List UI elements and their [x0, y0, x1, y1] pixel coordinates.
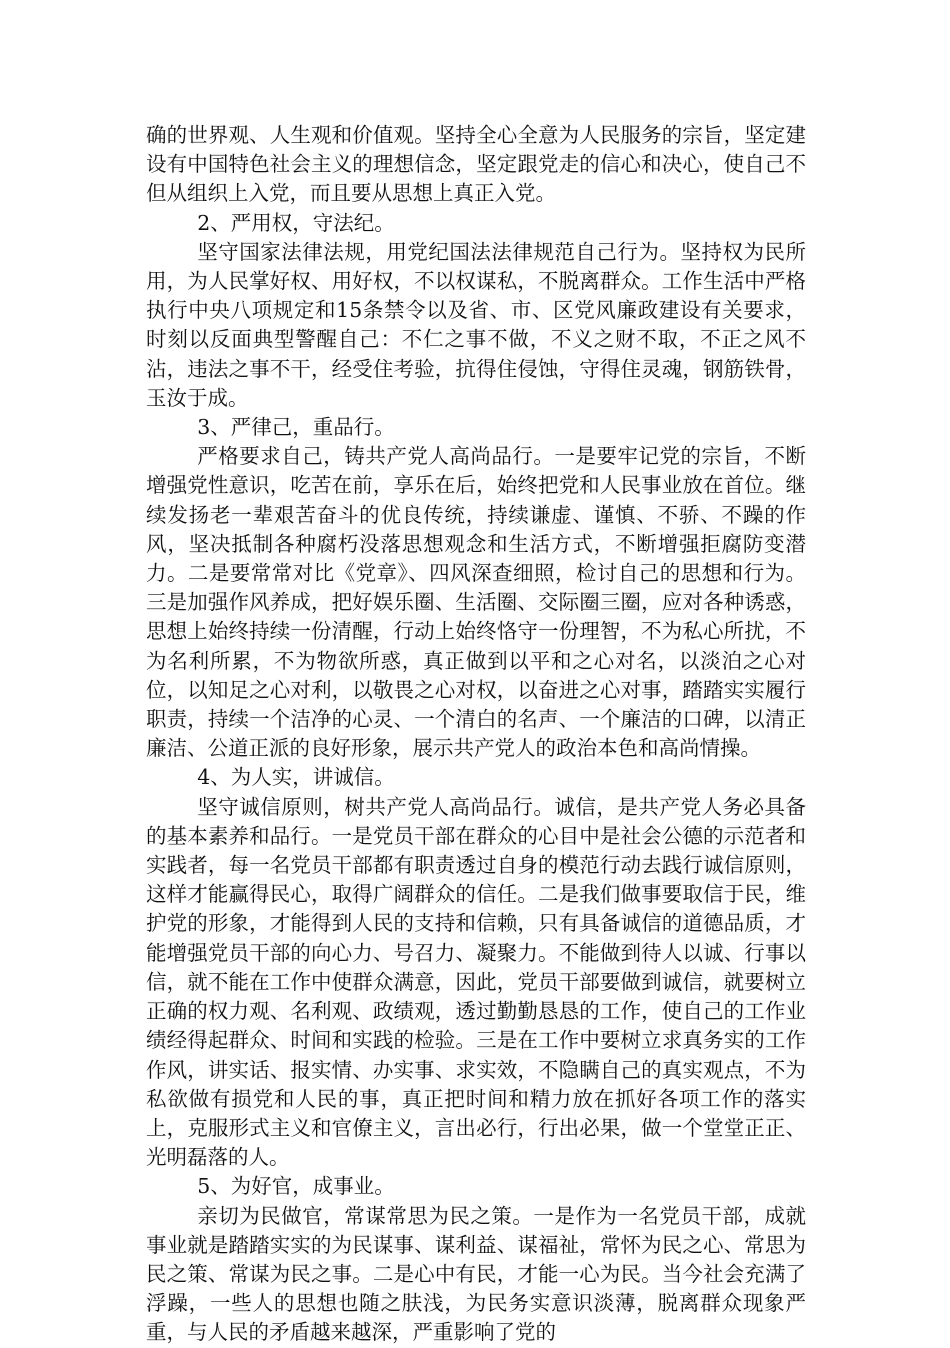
document-page: [146, 121, 806, 1348]
section-heading: 5、为好官，成事业。: [197, 1174, 395, 1199]
body-paragraph: 亲切为民做官，常谋常思为民之策。一是作为一名党员干部，成就事业就是踏踏实实的为民谋事、谋利益、谋福祉，常怀为民之心、常思为民之策、常谋为民之事。二是心中有民，才能一心为民。当今社会充满了浮躁，一些人的思想也随之肤浅，为民务实意识淡薄，脱离群众现象严重，与人民的矛盾越来越深，严重影响了党的: [146, 1203, 806, 1345]
body-paragraph: 确的世界观、人生观和价值观。坚持全心全意为人民服务的宗旨，坚定建设有中国特色社会主义的理想信念，坚定跟党走的信心和决心，使自己不但从组织上入党，而且要从思想上真正入党。: [146, 123, 806, 206]
body-paragraph: 严格要求自己，铸共产党人高尚品行。一是要牢记党的宗旨，不断增强党性意识，吃苦在前，享乐在后，始终把党和人民事业放在首位。继续发扬老一辈艰苦奋斗的优良传统，持续谦虚、谨慎、不骄、不躁的作风，坚决抵制各种腐朽没落思想观念和生活方式，不断增强拒腐防变潜力。二是要常常对比《党章》、四风深查细照，检讨自己的思想和行为。三是加强作风养成，把好娱乐圈、生活圈、交际圈三圈，应对各种诱惑，思想上始终持续一份清醒，行动上始终恪守一份理智，不为私心所扰，不为名利所累，不为物欲所惑，真正做到以平和之心对名，以淡泊之心对位，以知足之心对利，以敬畏之心对权，以奋进之心对事，踏踏实实履行职责，持续一个洁净的心灵、一个清白的名声、一个廉洁的口碑，以清正廉洁、公道正派的良好形象，展示共产党人的政治本色和高尚情操。: [146, 444, 806, 761]
section-heading: 3、严律己，重品行。: [197, 415, 395, 440]
body-paragraph: 坚守诚信原则，树共产党人高尚品行。诚信，是共产党人务必具备的基本素养和品行。一是党员干部在群众的心目中是社会公德的示范者和实践者，每一名党员干部都有职责透过自身的模范行动去践行诚信原则，这样才能赢得民心，取得广阔群众的信任。二是我们做事要取信于民，维护党的形象，才能得到人民的支持和信赖，只有具备诚信的道德品质，才能增强党员干部的向心力、号召力、凝聚力。不能做到待人以诚、行事以信，就不能在工作中使群众满意，因此，党员干部要做到诚信，就要树立正确的权力观、名利观、政绩观，透过勤勤恳恳的工作，使自己的工作业绩经得起群众、时间和实践的检验。三是在工作中要树立求真务实的工作作风，讲实话、报实情、办实事、求实效，不隐瞒自己的真实观点，不为私欲做有损党和人民的事，真正把时间和精力放在抓好各项工作的落实上，克服形式主义和官僚主义，言出必行，行出必果，做一个堂堂正正、光明磊落的人。: [146, 794, 806, 1170]
section-heading: 2、严用权，守法纪。: [197, 210, 395, 235]
body-paragraph: 坚守国家法律法规，用党纪国法法律规范自己行为。坚持权为民所用，为人民掌好权、用好权，不以权谋私，不脱离群众。工作生活中严格执行中央八项规定和15条禁令以及省、市、区党风廉政建设有关要求，时刻以反面典型警醒自己：不仁之事不做，不义之财不取，不正之风不沾，违法之事不干，经受住考验，抗得住侵蚀，守得住灵魂，钢筋铁骨，玉汝于成。: [146, 239, 806, 410]
section-heading: 4、为人实，讲诚信。: [197, 765, 395, 790]
